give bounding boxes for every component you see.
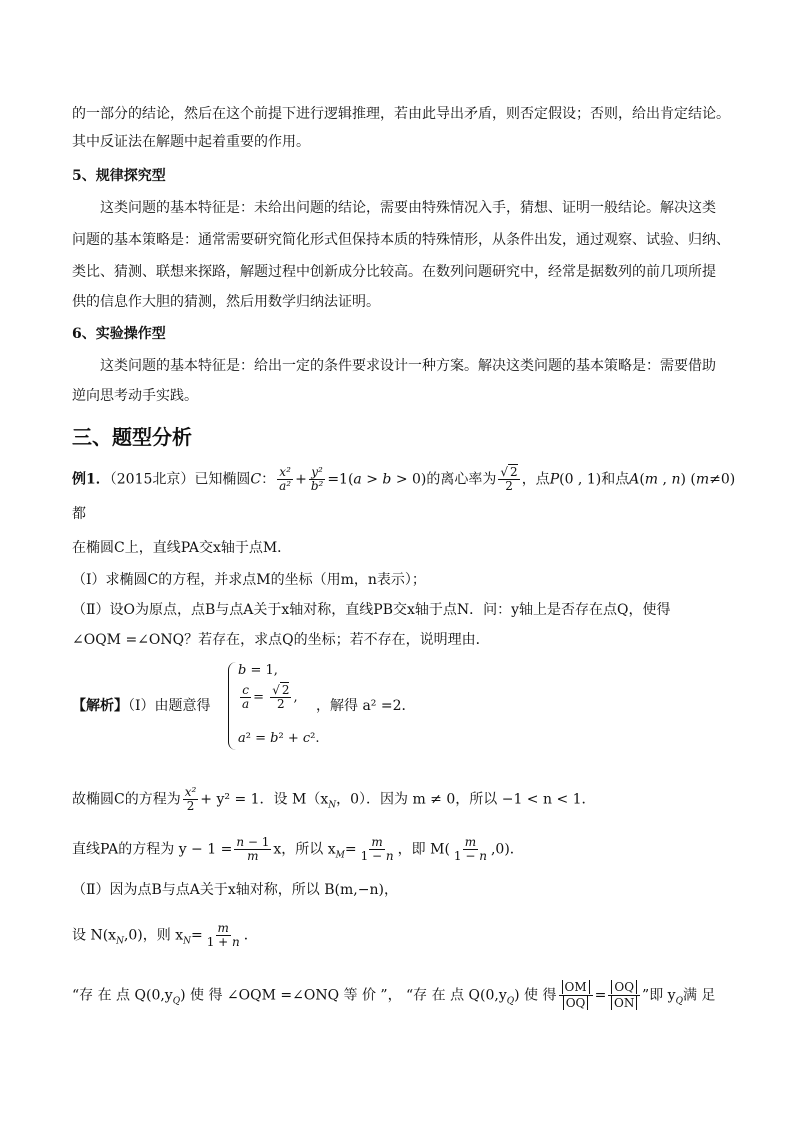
- text-line: 逆向思考动手实践。: [72, 388, 198, 404]
- text-line: 类比、猜测、联想来探路，解题过程中创新成分比较高。在数列问题研究中，经常是据数列的前几项所提: [72, 264, 716, 280]
- text-fragment: “存 在 点 Q(0,y: [72, 987, 173, 1004]
- text-fragment: ) 使 得: [514, 987, 557, 1004]
- heading-6: 6、实验操作型: [72, 326, 166, 342]
- text-line: 这类问题的基本特征是：给出一定的条件要求设计一种方案。解决这类问题的基本策略是：需要借助: [100, 358, 716, 374]
- example-line: 例1．（2015北京）已知椭圆C： $\frac{\text{x²}}{\text{a²}}$ + $\frac{\text{y²}}{\text{b²}}$ =1(a > b > 0)的离心率为 $\frac{√ 2}{2}$ ，点P(0 , 1)和点A(m , n) (m≠0): [72, 465, 736, 493]
- question-2: （Ⅱ）设O为原点，点B与点A关于x轴对称，直线PB交x轴于点N．问：y轴上是否存在点Q，使得: [72, 602, 671, 618]
- text-fragment: （Ⅰ）由题意得: [128, 698, 211, 714]
- text-fragment: 设 N(x: [72, 927, 117, 944]
- text-fragment: ,0)，则 x: [123, 927, 184, 944]
- solution-line: 直线PA的方程为 y − 1 = $\frac{n - 1}{m}$ x，所以 $x_M=$ $\frac{m}{1 - n}$ ，即 M( $\frac{m}{1 - n}$ ,0)．: [72, 835, 524, 863]
- text-line: 都: [72, 506, 86, 522]
- text-fragment: =: [344, 841, 357, 858]
- text-fragment: x，所以 x: [273, 841, 336, 858]
- text-fragment: ) 使 得 ∠OQM =∠ONQ 等 价 ”， “存 在 点 Q(0,y: [180, 987, 507, 1004]
- text-line: 供的信息作大胆的猜测，然后用数学归纳法证明。: [72, 294, 380, 310]
- text-line: 的一部分的结论，然后在这个前提下进行逻辑推理，若由此导出矛盾，则否定假设；否则，给出肯定结论。: [72, 106, 730, 122]
- solution-line: （Ⅱ）因为点B与点A关于x轴对称，所以 B(m,−n)，: [72, 882, 398, 898]
- example-label: 例1．: [72, 471, 110, 488]
- solution-line: 设 $N(x_N,0)$，则 $x_N=$ $\frac{m}{1 + n}$ ．: [72, 921, 258, 949]
- text-fragment: + y² = 1．设 M（x: [200, 791, 329, 808]
- solution-line: [72, 696, 211, 716]
- system-row: a² = b² + c².: [238, 731, 320, 746]
- text-fragment: ，解得 a² =2．: [316, 698, 416, 714]
- heading-5: 5、规律探究型: [72, 168, 166, 184]
- text-fragment: =: [594, 987, 607, 1004]
- text-fragment: ,0)．: [490, 841, 524, 858]
- text-fragment: 的离心率为: [426, 471, 497, 488]
- text-line: 问题的基本策略是：通常需要研究简化形式但保持本质的特殊情形，从条件出发，通过观察、试验、归纳、: [72, 232, 730, 248]
- text-fragment: =: [190, 927, 203, 944]
- example-source: （2015北京）已知椭圆: [109, 471, 251, 488]
- text-line: 在椭圆C上，直线PA交x轴于点M．: [72, 540, 292, 556]
- solution-label: 【解析】: [72, 698, 128, 714]
- text-fragment: 直线PA的方程为 y − 1 =: [72, 841, 233, 858]
- text-line: 这类问题的基本特征是：未给出问题的结论，需要由特殊情况入手，猜想、证明一般结论。解决这类: [100, 200, 716, 216]
- text-fragment: ”即 y: [642, 987, 676, 1004]
- text-fragment: ，即 M(: [397, 841, 450, 858]
- text-fragment: 满 足: [682, 987, 716, 1004]
- question-2-cont: ∠OQM =∠ONQ？若存在，求点Q的坐标；若不存在，说明理由．: [72, 632, 490, 648]
- text-line: 其中反证法在解题中起着重要的作用。: [72, 134, 310, 150]
- solution-line: 故椭圆C的方程为 $\frac{\text{x²}}{2}$ + y² = 1．设 $M(x_N$，0）．因为 m ≠ 0，所以 −1 < n < 1．: [72, 785, 596, 813]
- text-fragment: ，点: [521, 471, 550, 488]
- system-row: $\frac{c}{a}$ = $\frac{√ 2}{2}$ ,: [242, 683, 298, 711]
- text-fragment: 故椭圆C的方程为: [72, 791, 181, 808]
- solution-line: “存 在 点 $Q(0,y_Q)$ 使 得 ∠OQM =∠ONQ 等 价 ”， “存 在 点 $Q(0,y_Q)$ 使 得 $\frac{OM}{OQ}$ = $\frac{OQ}{ON}$ ”即 $y_Q$满 足: [72, 980, 716, 1010]
- question-1: （Ⅰ）求椭圆C的方程，并求点M的坐标（用m，n表示）；: [72, 572, 426, 588]
- text-fragment: ，0）．因为 m ≠ 0，所以 −1 < n < 1．: [336, 791, 596, 808]
- section-title: 三、题型分析: [72, 425, 192, 449]
- system-brace: [228, 662, 237, 750]
- text-fragment: 和点: [601, 471, 630, 488]
- system-row: b = 1,: [238, 663, 278, 678]
